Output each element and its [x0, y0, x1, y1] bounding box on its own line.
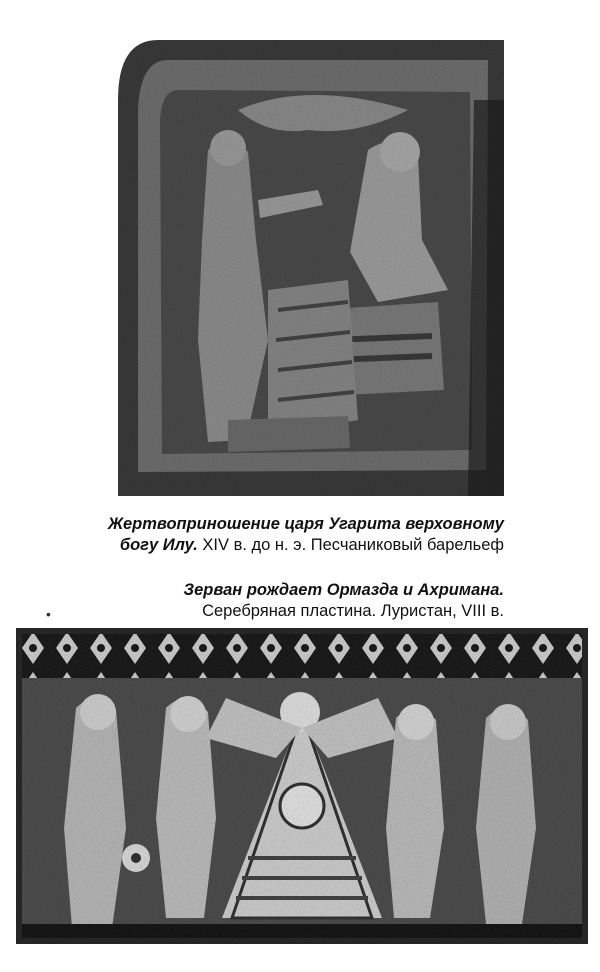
zurvan-plate-image [16, 628, 588, 944]
caption-origin: Луристан, VIII в. [380, 602, 504, 620]
caption-title: Зерван рождает Ормазда и Ахримана. [183, 581, 504, 599]
scan-speck: • [46, 606, 51, 622]
caption-zurvan [184, 580, 505, 622]
ugarit-stele-image [118, 40, 504, 496]
caption-material: Серебряная пластина. [202, 602, 377, 620]
caption-ugarit [108, 514, 504, 556]
caption-title-line2: богу Илу. [119, 536, 198, 554]
caption-title-line1: Жертвоприношение царя Угарита верховному [107, 515, 504, 533]
caption-description: XIV в. до н. э. Песчаниковый барельеф [202, 536, 504, 554]
